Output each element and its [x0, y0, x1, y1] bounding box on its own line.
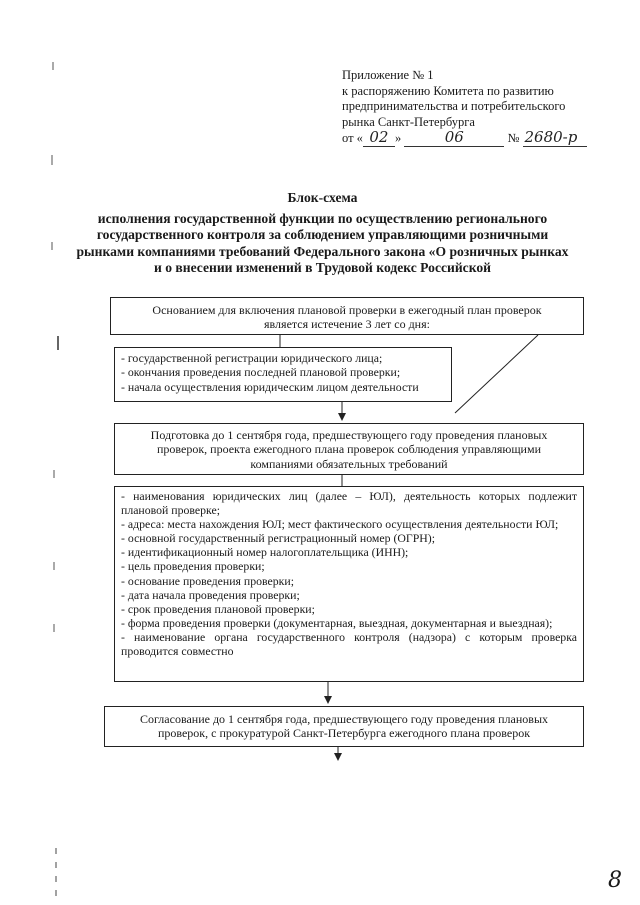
flow-box-basis	[110, 297, 584, 335]
box4-item: - наименования юридических лиц (далее – ЮЛ), деятельность которых подлежит плановой проверке;	[121, 489, 577, 518]
title-heading: Блок-схема	[287, 190, 358, 205]
annex-date-line	[342, 130, 622, 147]
box4-item: - форма проведения проверки (документарная, выездная, документарная и выездная);	[121, 615, 553, 630]
close-quote: »	[394, 131, 402, 145]
box4-item: - основание проведения проверки;	[121, 573, 294, 588]
page-number: 8	[608, 868, 622, 893]
box1-line-2: является истечение 3 лет со дня:	[264, 317, 430, 332]
box4-item: - основной государственный регистрационный номер (ОГРН);	[121, 531, 435, 546]
flow-box-plan-contents	[114, 486, 584, 682]
box4-item: - дата начала проведения проверки;	[121, 587, 300, 602]
handwritten-month: 06	[404, 130, 504, 147]
box4-item: - адреса: места нахождения ЮЛ; мест фактического осуществления деятельности ЮЛ;	[121, 517, 559, 532]
flow-box-dates	[114, 347, 452, 402]
handwritten-number: 2680-р	[523, 130, 587, 147]
box5-line-2: проверок, с прокуратурой Санкт-Петербурга ежегодного плана проверок	[157, 726, 531, 741]
annex-line-1: Приложение № 1	[342, 68, 434, 82]
annex-header	[342, 68, 622, 147]
box4-item: - наименование органа государственного контроля (надзора) с которым проверка проводится совместно	[121, 629, 577, 659]
arrow-head-1	[338, 413, 346, 421]
annex-line-3: предпринимательства и потребительского	[342, 99, 566, 113]
arrow-head-2	[324, 696, 332, 704]
box3-line-2: проверок, проекта ежегодного плана проверок соблюдения управляющими	[156, 442, 541, 457]
box5-line-1: Согласование до 1 сентября года, предшествующего году проведения плановых	[139, 712, 549, 726]
arrow-head-3	[334, 753, 342, 761]
box3-line-3: компаниями обязательных требований	[250, 456, 448, 471]
box3-line-1: Подготовка до 1 сентября года, предшествующего году проведения плановых	[150, 428, 548, 442]
from-label: от «	[342, 131, 363, 145]
box2-item: - окончания проведения последней плановой проверки;	[121, 365, 401, 380]
box2-item: - государственной регистрации юридического лица;	[121, 351, 383, 365]
handwritten-day: 02	[363, 130, 395, 147]
number-label: №	[507, 131, 520, 145]
annex-line-2: к распоряжению Комитета по развитию	[342, 83, 554, 98]
box4-item: - цель проведения проверки;	[121, 559, 265, 574]
box4-item: - срок проведения плановой проверки;	[121, 601, 315, 616]
box4-item: - идентификационный номер налогоплательщика (ИНН);	[121, 545, 409, 560]
box2-item: - начала осуществления юридическим лицом деятельности	[121, 379, 419, 394]
title-line-1: исполнения государственной функции по осуществлению регионального	[97, 210, 548, 226]
flow-box-approval	[104, 706, 584, 747]
connector-diagonal	[455, 335, 538, 413]
title-line-4: и о внесении изменений в Трудовой кодекс Российской	[153, 260, 491, 275]
document-title	[20, 190, 625, 277]
title-line-2: государственного контроля за соблюдением управляющими розничными	[96, 227, 549, 242]
flow-box-preparation	[114, 423, 584, 475]
annex-line-4: рынка Санкт-Петербурга	[342, 114, 475, 129]
box1-line-1: Основанием для включения плановой проверки в ежегодный план проверок	[152, 303, 542, 317]
title-line-3: рынками компаниями требований Федерального закона «О розничных рынках	[76, 243, 569, 259]
